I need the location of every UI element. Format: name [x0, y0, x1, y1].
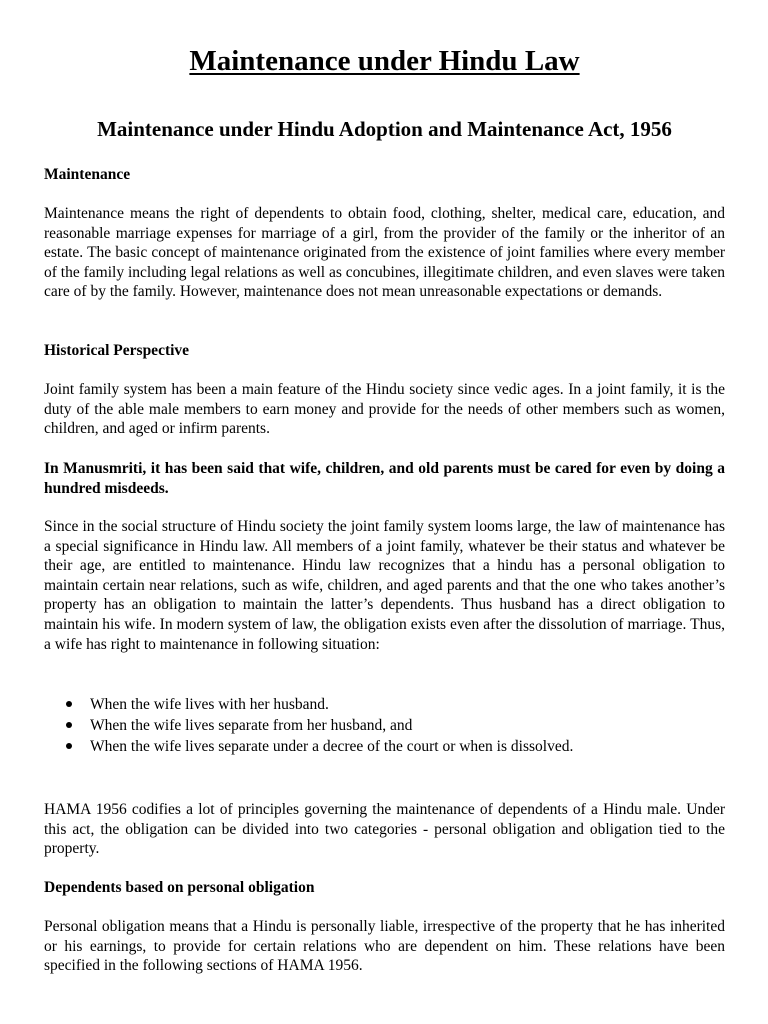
- personal-obligation-paragraph: Personal obligation means that a Hindu is personally liable, irrespective of the property that he has inherited or his earnings, to provide for certain relations who are dependent on him. These relations have been specified in the following sections of HAMA 1956.: [44, 918, 725, 975]
- list-item-text: When the wife lives with her husband.: [90, 696, 329, 713]
- document-title: Maintenance under Hindu Law: [189, 45, 580, 77]
- list-item: [44, 694, 725, 715]
- bullet-icon: [66, 743, 72, 749]
- bullet-icon: [66, 722, 72, 728]
- bullet-icon: [66, 701, 72, 707]
- list-item-text: When the wife lives separate from her husband, and: [90, 717, 413, 734]
- historical-perspective-heading: Historical Perspective: [44, 342, 190, 359]
- list-item-text: When the wife lives separate under a decree of the court or when is dissolved.: [90, 738, 574, 755]
- historical-paragraph: Joint family system has been a main feature of the Hindu society since vedic ages. In a joint family, it is the duty of the able male members to earn money and provide for the needs of other members such as women, children, and aged or infirm parents.: [44, 381, 725, 438]
- dependents-heading: Dependents based on personal obligation: [44, 879, 315, 896]
- document-subtitle: Maintenance under Hindu Adoption and Maintenance Act, 1956: [97, 117, 672, 141]
- wife-maintenance-list: [44, 694, 725, 757]
- manusmriti-paragraph: In Manusmriti, it has been said that wife, children, and old parents must be cared for even by doing a hundred misdeeds.: [44, 460, 725, 497]
- list-item: [44, 736, 725, 757]
- maintenance-paragraph: Maintenance means the right of dependents to obtain food, clothing, shelter, medical care, education, and reasonable marriage expenses for marriage of a girl, from the provider of the family or the inheritor of an estate. The basic concept of maintenance originated from the existence of joint families where every member of the family including legal relations as well as concubines, illegitimate children, and even slaves were taken care of by the family. However, maintenance does not mean unreasonable expectations or demands.: [44, 205, 725, 301]
- list-item: [44, 715, 725, 736]
- social-structure-paragraph: Since in the social structure of Hindu society the joint family system looms large, the law of maintenance has a special significance in Hindu law. All members of a joint family, whatever be their status and whatever be their age, are entitled to maintenance. Hindu law recognizes that a hindu has a personal obligation to maintain certain near relations, such as wife, children, and aged parents and that the one who takes another’s property has an obligation to maintain the latter’s dependents. Thus husband has a direct obligation to maintain his wife. In modern system of law, the obligation exists even after the dissolution of marriage. Thus, a wife has right to maintenance in following situation:: [44, 518, 725, 653]
- hama-paragraph: HAMA 1956 codifies a lot of principles governing the maintenance of dependents of a Hindu male. Under this act, the obligation can be divided into two categories - personal obligation and obligation tied to the property.: [44, 801, 725, 858]
- maintenance-heading: Maintenance: [44, 166, 131, 183]
- document-page: [44, 0, 725, 975]
